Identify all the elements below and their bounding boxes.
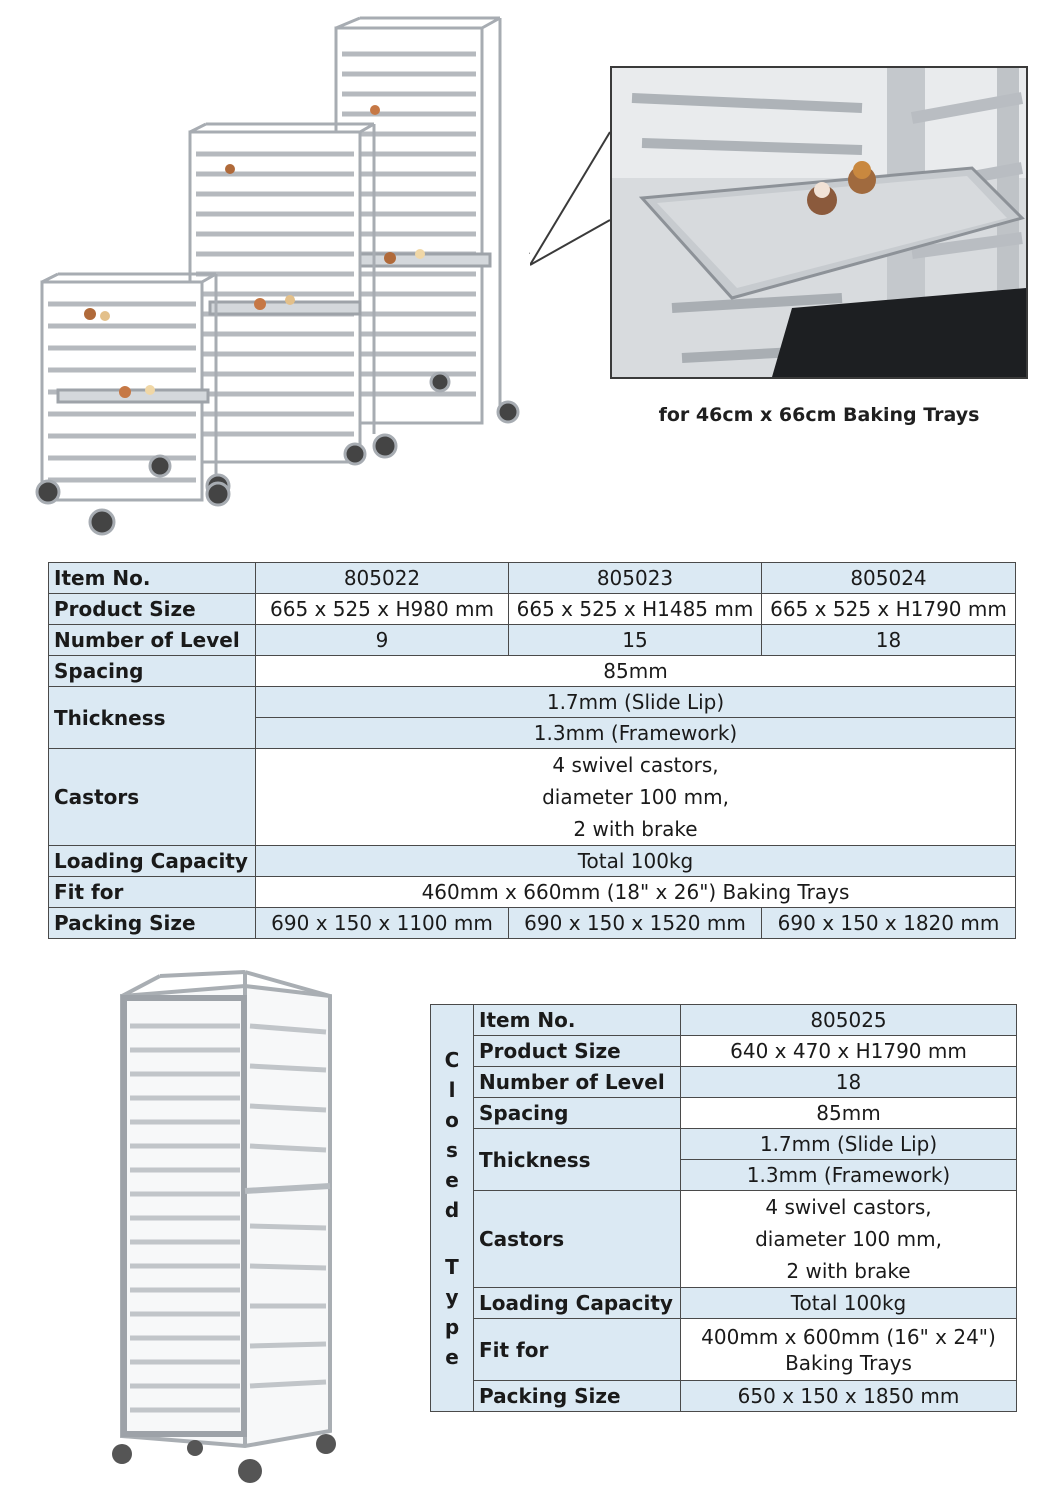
table-row xyxy=(49,846,1016,877)
short-rack xyxy=(37,274,229,534)
table-row xyxy=(431,1098,1017,1129)
product-size-cell: 665 x 525 x H1790 mm xyxy=(762,594,1016,625)
levels-cell: 18 xyxy=(762,625,1016,656)
row-label-levels: Number of Level xyxy=(474,1067,681,1098)
table-row xyxy=(431,1191,1017,1288)
packing-cell: 690 x 150 x 1520 mm xyxy=(509,908,762,939)
packing-cell: 650 x 150 x 1850 mm xyxy=(681,1381,1017,1412)
fit-line: 400mm x 600mm (16" x 24") xyxy=(701,1324,996,1349)
spec-table-open-racks xyxy=(48,562,1016,939)
fit-line: Baking Trays xyxy=(785,1350,912,1375)
row-label-capacity: Loading Capacity xyxy=(49,846,256,877)
castors-line: 2 with brake xyxy=(786,1259,911,1283)
table-row xyxy=(49,908,1016,939)
castors-cell xyxy=(256,749,1016,846)
product-size-cell: 640 x 470 x H1790 mm xyxy=(681,1036,1017,1067)
item-no-cell: 805024 xyxy=(762,563,1016,594)
table-row xyxy=(431,1381,1017,1412)
tray-closeup-drawing xyxy=(612,68,1026,377)
zoom-callout-lines xyxy=(530,120,612,270)
row-label-product-size: Product Size xyxy=(474,1036,681,1067)
capacity-cell: Total 100kg xyxy=(256,846,1016,877)
table-row xyxy=(49,563,1016,594)
spacing-cell: 85mm xyxy=(681,1098,1017,1129)
table-row xyxy=(49,625,1016,656)
capacity-cell: Total 100kg xyxy=(681,1288,1017,1319)
table-row xyxy=(431,1288,1017,1319)
table-row xyxy=(49,594,1016,625)
type-letter: o xyxy=(445,1107,459,1132)
row-label-fit: Fit for xyxy=(474,1319,681,1381)
packing-cell: 690 x 150 x 1100 mm xyxy=(256,908,509,939)
type-letter: T xyxy=(445,1254,459,1279)
castors-cell xyxy=(681,1191,1017,1288)
row-label-item-no: Item No. xyxy=(49,563,256,594)
table-row xyxy=(49,749,1016,846)
levels-cell: 18 xyxy=(681,1067,1017,1098)
row-label-packing: Packing Size xyxy=(474,1381,681,1412)
thickness-cell: 1.3mm (Framework) xyxy=(681,1160,1017,1191)
photo-caption: for 46cm x 66cm Baking Trays xyxy=(658,404,980,426)
castors-line: diameter 100 mm, xyxy=(755,1227,942,1251)
row-label-packing: Packing Size xyxy=(49,908,256,939)
fit-cell xyxy=(681,1319,1017,1381)
table-row xyxy=(49,877,1016,908)
row-label-levels: Number of Level xyxy=(49,625,256,656)
levels-cell: 15 xyxy=(509,625,762,656)
packing-cell: 690 x 150 x 1820 mm xyxy=(762,908,1016,939)
castors-line: 2 with brake xyxy=(573,817,698,841)
thickness-cell: 1.7mm (Slide Lip) xyxy=(681,1129,1017,1160)
row-label-thickness: Thickness xyxy=(49,687,256,749)
row-label-spacing: Spacing xyxy=(49,656,256,687)
castors-line: diameter 100 mm, xyxy=(542,785,729,809)
castors-line: 4 swivel castors, xyxy=(765,1195,932,1219)
table-row xyxy=(431,1036,1017,1067)
type-letter: l xyxy=(448,1077,456,1102)
thickness-cell: 1.7mm (Slide Lip) xyxy=(256,687,1016,718)
table-row xyxy=(431,1319,1017,1381)
fit-cell: 460mm x 660mm (18" x 26") Baking Trays xyxy=(256,877,1016,908)
type-letter-gap xyxy=(435,1225,469,1252)
closed-type-vertical-label xyxy=(431,1005,474,1412)
tray-closeup-photo xyxy=(610,66,1028,379)
row-label-castors: Castors xyxy=(474,1191,681,1288)
castors-line: 4 swivel castors, xyxy=(552,753,719,777)
product-size-cell: 665 x 525 x H980 mm xyxy=(256,594,509,625)
row-label-item-no: Item No. xyxy=(474,1005,681,1036)
table-row xyxy=(49,656,1016,687)
item-no-cell: 805022 xyxy=(256,563,509,594)
table-row xyxy=(431,1067,1017,1098)
row-label-castors: Castors xyxy=(49,749,256,846)
product-size-cell: 665 x 525 x H1485 mm xyxy=(509,594,762,625)
table-row xyxy=(431,1129,1017,1160)
spec-table-closed-rack xyxy=(430,1004,1017,1412)
open-racks-illustration xyxy=(30,14,530,544)
item-no-cell: 805023 xyxy=(509,563,762,594)
type-letter: C xyxy=(444,1047,460,1072)
type-letter: s xyxy=(446,1137,458,1162)
row-label-capacity: Loading Capacity xyxy=(474,1288,681,1319)
row-label-thickness: Thickness xyxy=(474,1129,681,1191)
row-label-fit: Fit for xyxy=(49,877,256,908)
row-label-spacing: Spacing xyxy=(474,1098,681,1129)
row-label-product-size: Product Size xyxy=(49,594,256,625)
type-letter: e xyxy=(445,1167,459,1192)
table-row xyxy=(49,687,1016,718)
tall-rack xyxy=(336,18,518,457)
type-letter: y xyxy=(445,1284,459,1309)
closed-rack-illustration xyxy=(100,966,350,1491)
type-letter: e xyxy=(445,1344,459,1369)
item-no-cell: 805025 xyxy=(681,1005,1017,1036)
thickness-cell: 1.3mm (Framework) xyxy=(256,718,1016,749)
levels-cell: 9 xyxy=(256,625,509,656)
type-letter: d xyxy=(444,1197,460,1222)
middle-rack xyxy=(190,124,374,497)
spacing-cell: 85mm xyxy=(256,656,1016,687)
type-letter: p xyxy=(444,1314,460,1339)
table-row xyxy=(431,1005,1017,1036)
